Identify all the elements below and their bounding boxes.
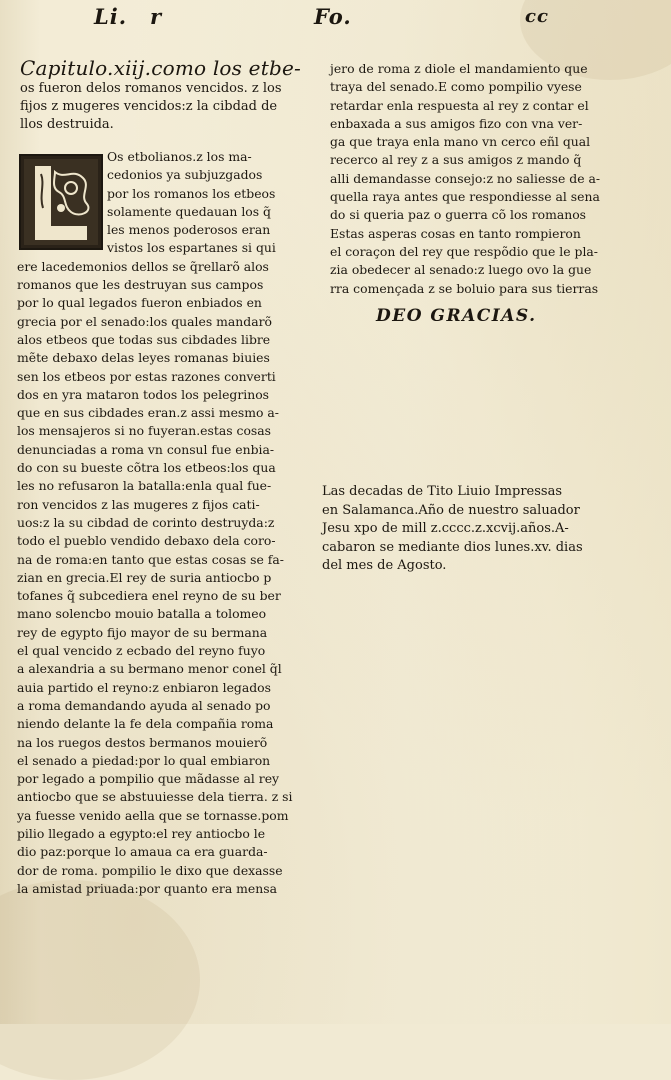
text-line: recerco al rey z a sus amigos z mando q̃ <box>330 152 582 168</box>
chapter-heading-line: os fueron delos romanos vencidos. z los <box>20 81 282 96</box>
text-line: rey de egypto fijo mayor de su bermana <box>17 624 268 640</box>
text-line: zia obedecer al senado:z luego ovo la gue <box>330 262 592 278</box>
text-line: pilio llegado a egypto:el rey antiocbo le <box>17 825 266 841</box>
text-line: a roma demandando ayuda al senado po <box>17 697 271 713</box>
text-line: alli demandasse consejo:z no saliesse de a- <box>330 170 601 186</box>
text-line: do con su bueste cõtra los etbeos:los qua <box>17 460 276 476</box>
text-line: auia partido el reyno:z enbiaron legados <box>17 679 272 695</box>
text-line: les no refusaron la batalla:enla qual fue- <box>17 478 272 494</box>
colophon <box>322 483 583 576</box>
text-line: vistos los espartanes si qui <box>107 240 276 256</box>
text-line: na de roma:en tanto que estas cosas se fa- <box>17 551 284 567</box>
text-line: retardar enla respuesta al rey z contar el <box>330 97 589 113</box>
text-line: traya del senado.E como pompilio vyese <box>330 79 582 95</box>
text-line: niendo delante la fe dela compañia roma <box>17 716 274 732</box>
folio-number: cc <box>525 6 549 27</box>
text-line: solamente quedauan los q̃ <box>107 203 271 219</box>
text-line: do si queria paz o guerra cõ los romanos <box>330 207 587 223</box>
text-line: denunciadas a roma vn consul fue enbia- <box>17 441 275 457</box>
text-line: mano solencbo mouio batalla a tolomeo <box>17 606 267 622</box>
text-line: alos etbeos que todas sus cibdades libre <box>17 331 271 347</box>
colophon-line: del mes de Agosto. <box>322 558 447 573</box>
text-line: sen los etbeos por estas razones converti <box>17 368 276 384</box>
text-line: el coraçon del rey que respõdio que le pla- <box>330 243 598 259</box>
text-line: los mensajeros si no fuyeran.estas cosas <box>17 423 272 439</box>
paper-stain <box>0 880 200 1080</box>
text-line: tofanes q̃ subcediera enel reyno de su ber <box>17 588 281 604</box>
text-line: por legado a pompilio que mãdasse al rey <box>17 771 280 787</box>
text-line: quella raya antes que respondiesse al sena <box>330 189 600 205</box>
text-line: por lo qual legados fueron enbiados en <box>17 295 262 311</box>
text-line: enbaxada a sus amigos fizo con vna ver- <box>330 115 583 131</box>
text-line: ga que traya enla mano vn cerco eñl qual <box>330 134 591 150</box>
colophon-line: Jesu xpo de mill z.cccc.z.xcvij.años.A- <box>322 521 569 536</box>
text-line: dos en yra mataron todos los pelegrinos <box>17 386 270 402</box>
text-line: les menos poderosos eran <box>107 222 271 238</box>
text-line: Os etbolianos.z los ma- <box>107 149 252 164</box>
text-line: que en sus cibdades eran.z assi mesmo a- <box>17 405 279 421</box>
text-line: ron vencidos z las mugeres z fijos cati- <box>17 496 260 512</box>
running-head-left: Li. <box>94 4 128 29</box>
colophon-line: cabaron se mediante dios lunes.xv. dias <box>322 539 583 555</box>
chapter-heading-line: llos destruida. <box>20 117 114 132</box>
text-line: por los romanos los etbeos <box>107 185 276 201</box>
text-line: jero de roma z diole el mandamiento que <box>330 61 588 76</box>
text-line: zian en grecia.El rey de suria antiocbo p <box>17 569 272 585</box>
colophon-line: Las decadas de Tito Liuio Impressas <box>322 484 563 499</box>
text-line: cedonios ya subjuzgados <box>107 167 263 183</box>
text-line: romanos que les destruyan sus campos <box>17 277 264 293</box>
running-head-mark: r <box>150 4 163 29</box>
left-text-column <box>17 148 292 898</box>
text-line: uos:z la su cibdad de corinto destruyda:z <box>17 514 275 530</box>
text-line: ya fuesse venido aella que se tornasse.pom <box>17 807 289 823</box>
text-line: rra començada z se boluio para sus tierras <box>330 280 599 296</box>
text-line: ere lacedemonios dellos se q̃rellarõ alos <box>17 258 269 274</box>
chapter-heading <box>20 56 301 134</box>
text-line: antiocbo que se abstuuiesse dela tierra. z si <box>17 789 293 805</box>
text-line: dor de roma. pompilio le dixo que dexasse <box>17 862 283 878</box>
running-head-center: Fo. <box>314 4 352 29</box>
text-line: todo el pueblo vendido debaxo dela coro- <box>17 533 276 549</box>
text-line: mẽte debaxo delas leyes romanas biuies <box>17 350 270 366</box>
text-line: grecia por el senado:los quales mandarõ <box>17 313 272 329</box>
right-text-column <box>330 60 600 298</box>
chapter-title: Capitulo.xiij.como los etbe- <box>20 56 301 80</box>
closing-formula: DEO GRACIAS. <box>376 306 537 326</box>
text-line: la amistad priuada:por quanto era mensa <box>17 880 277 896</box>
chapter-heading-line: fijos z mugeres vencidos:z la cibdad de <box>20 99 278 114</box>
text-line: el senado a piedad:por lo qual embiaron <box>17 752 271 768</box>
text-line: na los ruegos destos bermanos mouierõ <box>17 734 268 750</box>
text-line: Estas asperas cosas en tanto rompieron <box>330 225 581 241</box>
colophon-line: en Salamanca.Año de nuestro saluador <box>322 502 580 518</box>
text-line: el qual vencido z ecbado del reyno fuyo <box>17 643 266 659</box>
text-line: a alexandria a su bermano menor conel q̃l <box>17 661 282 677</box>
text-line: dio paz:porque lo amaua ca era guarda- <box>17 844 268 860</box>
